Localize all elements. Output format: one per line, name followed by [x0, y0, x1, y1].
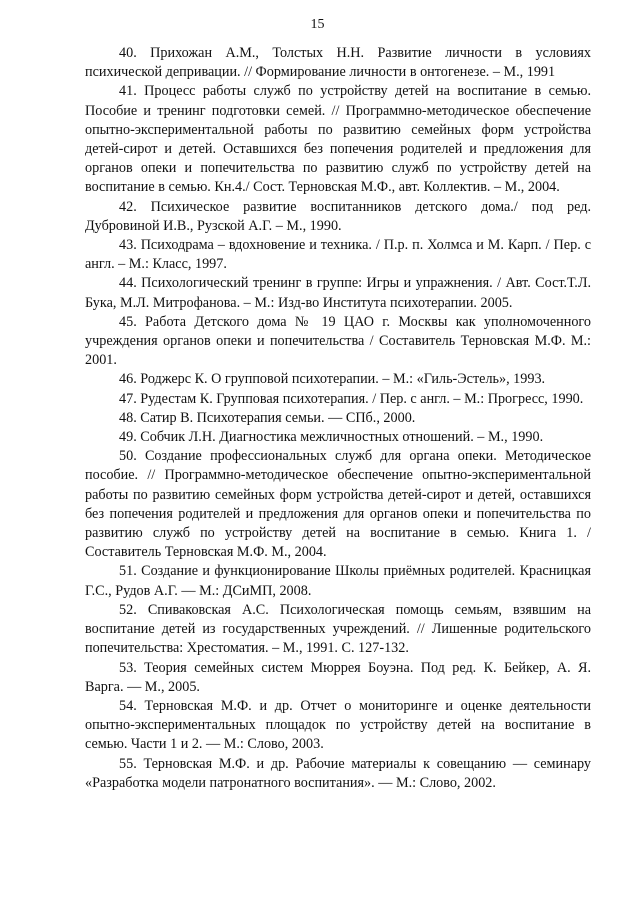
reference-text: Психическое развитие воспитанников детского дома./ под ред. Дубровиной И.В., Рузской А.Г. – М., 1990.: [85, 198, 591, 234]
reference-number: 42.: [119, 198, 137, 215]
reference-text: Собчик Л.Н. Диагностика межличностных отношений. – М., 1990.: [140, 429, 544, 446]
reference-text: Терновская М.Ф. и др. Отчет о мониторинге и оценке деятельности опытно-экспериментальных площадок по устройству детей на воспитание в семью. Части 1 и 2. — М.: Слово, 2003.: [85, 697, 592, 753]
reference-text: Терновская М.Ф. и др. Рабочие материалы к совещанию — семинару «Разработка модели патронатного воспитания». — М.: Слово, 2002.: [85, 755, 591, 791]
reference-text: Создание и функционирование Школы приёмных родителей. Красницкая Г.С., Рудов А.Г. — М.: ДСиМП, 2008.: [85, 563, 591, 599]
reference-item: [85, 44, 591, 82]
reference-item: [85, 428, 591, 447]
reference-item: [85, 198, 591, 236]
reference-number: 45.: [119, 313, 137, 330]
reference-item: [85, 659, 591, 697]
reference-text: Прихожан А.М., Толстых Н.Н. Развитие личности в условиях психической депривации. // Формирование личности в онтогенезе. – М., 1991: [85, 45, 592, 81]
reference-number: 47.: [119, 390, 137, 407]
reference-item: [85, 236, 591, 274]
reference-list: [85, 44, 591, 793]
reference-item: [85, 601, 591, 659]
reference-number: 40.: [119, 45, 137, 61]
reference-item: [85, 755, 591, 793]
reference-item: [85, 274, 591, 312]
reference-number: 46.: [119, 371, 137, 388]
reference-number: 51.: [119, 563, 137, 580]
reference-item: [85, 697, 591, 755]
reference-item: [85, 562, 591, 600]
reference-item: [85, 390, 591, 409]
reference-number: 49.: [119, 429, 137, 446]
reference-text: Сатир В. Психотерапия семьи. — СПб., 2000.: [140, 409, 416, 426]
reference-item: [85, 409, 591, 428]
reference-number: 48.: [119, 409, 137, 426]
reference-item: [85, 370, 591, 389]
reference-number: 53.: [119, 659, 137, 676]
reference-number: 55.: [119, 755, 137, 772]
reference-text: Спиваковская А.С. Психологическая помощь семьям, взявшим на воспитание детей из государственных учреждений. // Лишенные родительского попечительства: Хрестоматия. – М., 1991. С. 127-132.: [85, 601, 592, 657]
page-number: 15: [310, 17, 325, 32]
reference-number: 52.: [119, 601, 137, 618]
reference-number: 41.: [119, 83, 137, 100]
reference-text: Роджерс К. О групповой психотерапии. – М.: «Гиль-Эстель», 1993.: [140, 371, 546, 388]
reference-number: 50.: [119, 448, 137, 465]
reference-item: [85, 447, 591, 562]
reference-number: 54.: [119, 697, 137, 714]
reference-text: Работа Детского дома № 19 ЦАО г. Москвы как уполномоченного учреждения органов опеки и попечительства / Составитель Терновская М.Ф. М.: 2001.: [85, 313, 591, 369]
reference-item: [85, 82, 591, 197]
reference-text: Теория семейных систем Мюррея Боуэна. Под ред. К. Бейкер, А. Я. Варга. — М., 2005.: [85, 659, 592, 695]
reference-number: 44.: [119, 275, 137, 292]
reference-text: Рудестам К. Групповая психотерапия. / Пер. с англ. – М.: Прогресс, 1990.: [140, 390, 584, 407]
reference-item: [85, 313, 591, 371]
reference-number: 43.: [119, 237, 137, 254]
reference-text: Процесс работы служб по устройству детей на воспитание в семью. Пособие и тренинг подготовки семей. // Программно-методическое обеспечение опытно-экспериментальной работы по развитию семейных форм устройства детей-сирот и детей. Оставшихся без попечения родителей и предложения для органов опеки и попечительства по развитию служб по устройству детей на воспитание в семью. Кн.4./ Сост. Терновская М.Ф., авт. Коллектив. – М., 2004.: [85, 83, 591, 196]
reference-text: Создание профессиональных служб для органа опеки. Методическое пособие. // Программно-методическое обеспечение опытно-экспериментальной работы по развитию семейных форм устройства детей-сирот и детей, оставшихся без попечения родителей и предложения для органов опеки и попечительства по развитию служб по устройству детей на воспитание в семью. Книга 1. /Составитель Терновская М.Ф. М., 2004.: [85, 448, 592, 561]
reference-text: Психодрама – вдохновение и техника. / П.р. п. Холмса и М. Карп. / Пер. с англ. – М.: Класс, 1997.: [85, 237, 591, 273]
reference-text: Психологический тренинг в группе: Игры и упражнения. / Авт. Сост.Т.Л. Бука, М.Л. Митрофанова. – М.: Изд-во Института психотерапии. 2005.: [85, 275, 592, 311]
